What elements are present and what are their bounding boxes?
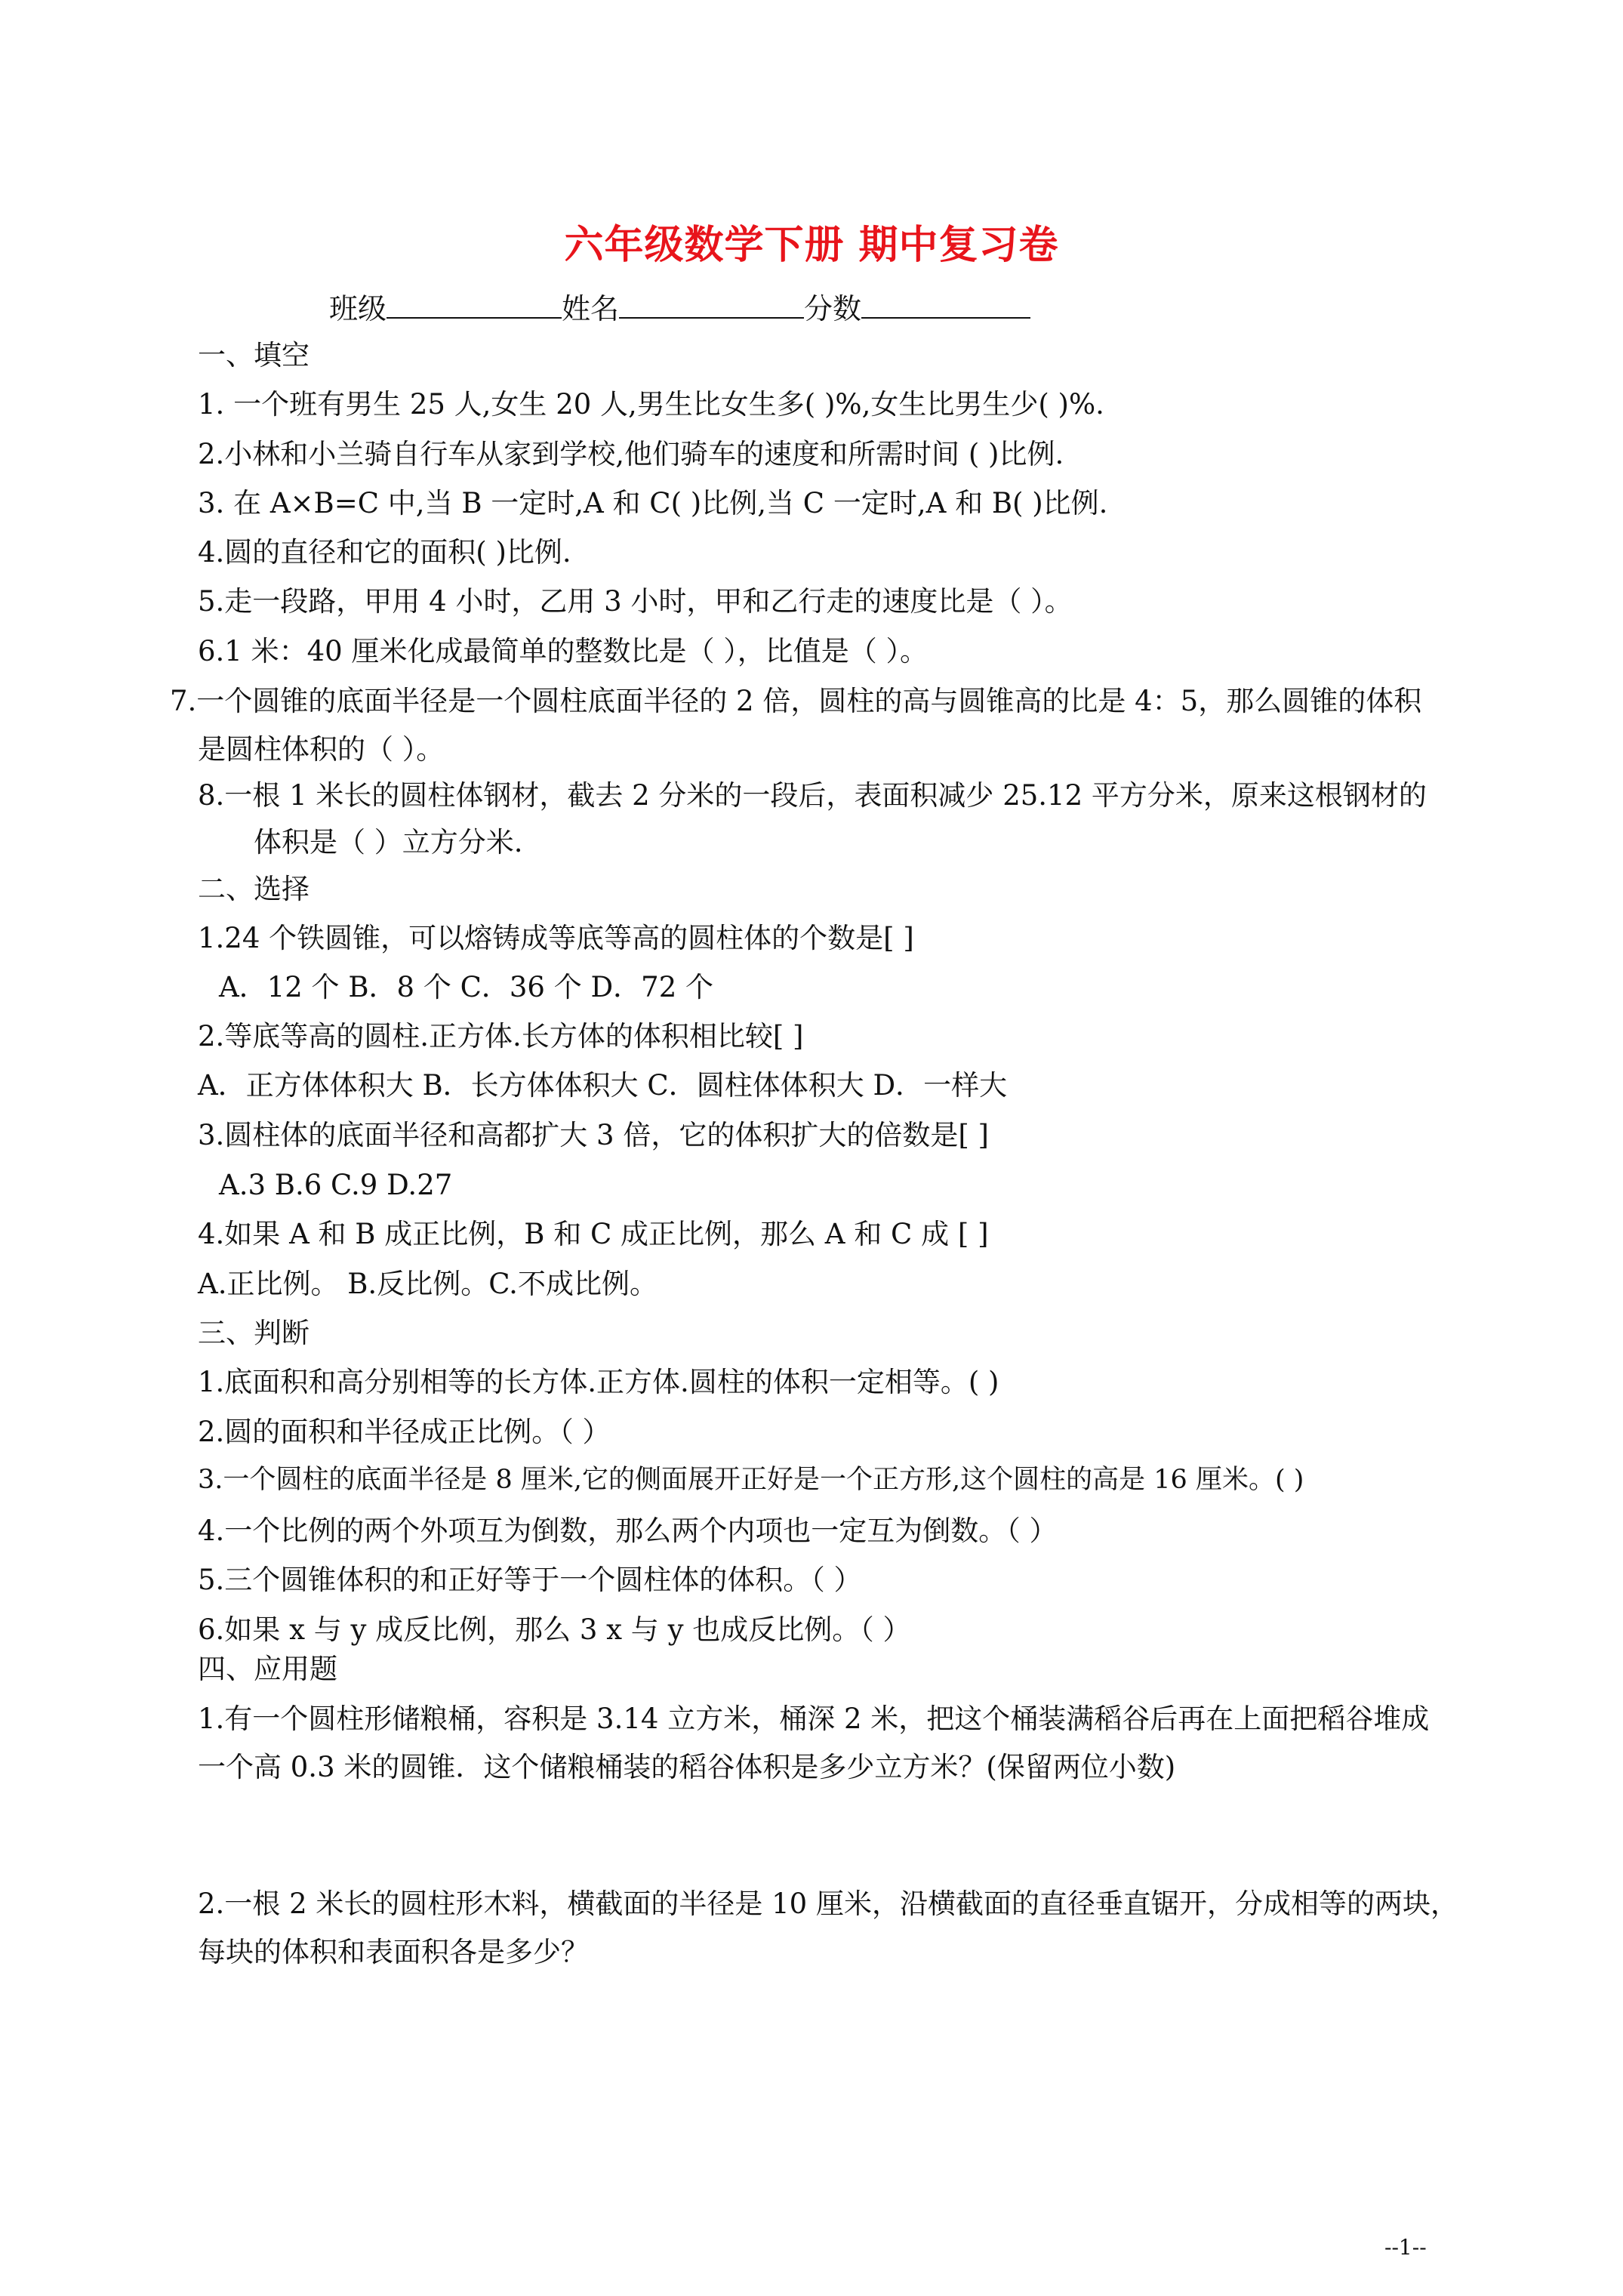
score-label: 分数: [804, 292, 862, 325]
question-line: 2.圆的面积和半径成正比例。（ ）: [198, 1416, 611, 1448]
question-line: 3. 在 A×B=C 中,当 B 一定时,A 和 C( )比例,当 C 一定时,A 和 B( )比例.: [198, 487, 1108, 519]
option-line: A．正方体体积大 B．长方体体积大 C．圆柱体体积大 D．一样大: [198, 1069, 1008, 1102]
question-line: 3.一个圆柱的底面半径是 8 厘米,它的侧面展开正好是一个正方形,这个圆柱的高是 16 厘米。( ): [198, 1465, 1304, 1495]
question-line: 8.一根 1 米长的圆柱体钢材，截去 2 分米的一段后，表面积减少 25.12 平方分米，原来这根钢材的: [198, 779, 1427, 812]
section-heading: 一、填空: [198, 339, 310, 371]
question-line: 一个高 0.3 米的圆锥．这个储粮桶装的稻谷体积是多少立方米？(保留两位小数): [198, 1751, 1176, 1783]
student-info-line: [329, 285, 1030, 327]
question-line: 1.底面积和高分别相等的长方体.正方体.圆柱的体积一定相等。( ): [198, 1366, 999, 1398]
question-line: 2.一根 2 米长的圆柱形木料，横截面的半径是 10 厘米，沿横截面的直径垂直锯开，分成相等的两块，: [198, 1888, 1458, 1920]
page-title: 六年级数学下册 期中复习卷: [564, 222, 1059, 268]
question-line: 2.等底等高的圆柱.正方体.长方体的体积相比较[ ]: [198, 1020, 804, 1052]
question-line: 5.三个圆锥体积的和正好等于一个圆柱体的体积。（ ）: [198, 1564, 862, 1596]
name-label: 姓名: [562, 292, 620, 325]
class-blank: [387, 290, 562, 319]
section-heading: 二、选择: [198, 873, 310, 905]
option-line: A.正比例。 B.反比例。C.不成比例。: [198, 1268, 658, 1300]
name-blank: [619, 290, 804, 319]
page-number: --1--: [1384, 2235, 1427, 2260]
question-line: 4.如果 A 和 B 成正比例，B 和 C 成正比例，那么 A 和 C 成 [ ]: [198, 1218, 989, 1250]
question-line: 1. 一个班有男生 25 人,女生 20 人,男生比女生多( )%,女生比男生少( )%.: [198, 388, 1104, 421]
question-line: 4.一个比例的两个外项互为倒数，那么两个内项也一定互为倒数。（ ）: [198, 1515, 1058, 1547]
question-line: 7.一个圆锥的底面半径是一个圆柱底面半径的 2 倍，圆柱的高与圆锥高的比是 4：5，那么圆锥的体积: [170, 685, 1422, 717]
question-line: 3.圆柱体的底面半径和高都扩大 3 倍，它的体积扩大的倍数是[ ]: [198, 1119, 989, 1151]
class-label: 班级: [329, 292, 387, 325]
question-line: 5.走一段路，甲用 4 小时，乙用 3 小时，甲和乙行走的速度比是（ ）。: [198, 585, 1073, 618]
option-line: A．12 个 B．8 个 C．36 个 D．72 个: [219, 971, 713, 1003]
section-heading: 四、应用题: [198, 1653, 337, 1685]
question-line: 是圆柱体积的（ ）。: [198, 733, 445, 766]
question-line: 4.圆的直径和它的面积( )比例.: [198, 536, 571, 569]
question-line: 体积是（ ）立方分米.: [254, 826, 523, 858]
question-line: 1.有一个圆柱形储粮桶，容积是 3.14 立方米，桶深 2 米，把这个桶装满稻谷后再在上面把稻谷堆成: [198, 1703, 1430, 1735]
question-line: 1.24 个铁圆锥，可以熔铸成等底等高的圆柱体的个数是[ ]: [198, 922, 914, 954]
question-line: 每块的体积和表面积各是多少？: [198, 1936, 589, 1968]
option-line: A.3 B.6 C.9 D.27: [219, 1169, 453, 1201]
section-heading: 三、判断: [198, 1317, 310, 1349]
question-line: 6.如果 x 与 y 成反比例，那么 3 x 与 y 也成反比例。（ ）: [198, 1613, 911, 1646]
question-line: 6.1 米：40 厘米化成最简单的整数比是（ ），比值是（ ）。: [198, 635, 928, 667]
score-blank: [861, 290, 1030, 319]
question-line: 2.小林和小兰骑自行车从家到学校,他们骑车的速度和所需时间 ( )比例.: [198, 438, 1064, 470]
